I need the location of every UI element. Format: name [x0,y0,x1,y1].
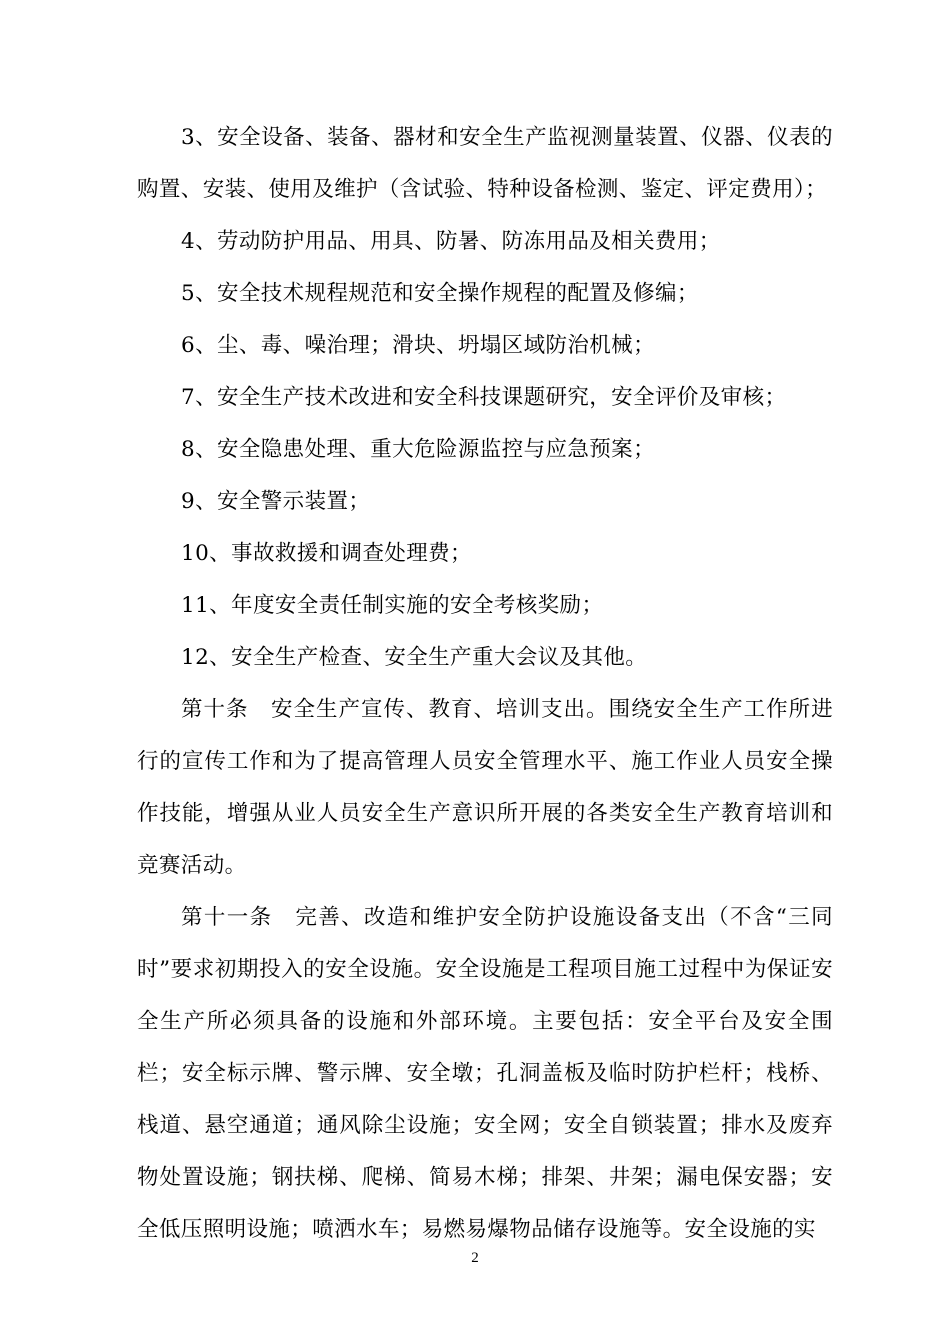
body-text [137,112,833,1256]
list-item-3: 3、安全设备、装备、器材和安全生产监视测量装置、仪器、仪表的购置、安装、使用及维护（含试验、特种设备检测、鉴定、评定费用）； [137,125,833,202]
article-11: 第十一条 完善、改造和维护安全防护设施设备支出（不含“三同时”要求初期投入的安全设施。安全设施是工程项目施工过程中为保证安全生产所必须具备的设施和外部环境。主要包括：安全平台及安全围栏；安全标示牌、警示牌、安全墩；孔洞盖板及临时防护栏杆；栈桥、栈道、悬空通道；通风除尘设施；安全网；安全自锁装置；排水及废弃物处置设施；钢扶梯、爬梯、简易木梯；排架、井架；漏电保安器；安全低压照明设施；喷洒水车；易燃易爆物品储存设施等。安全设施的实 [137,905,833,1242]
list-item-11: 11、年度安全责任制实施的安全考核奖励； [181,593,604,618]
list-item-9: 9、安全警示装置； [181,489,371,514]
list-item-6: 6、尘、毒、噪治理；滑块、坍塌区域防治机械； [181,333,655,358]
list-item-12: 12、安全生产检查、安全生产重大会议及其他。 [181,645,648,670]
list-item-10: 10、事故救援和调查处理费； [181,541,472,566]
page-number: 2 [471,1250,479,1266]
list-item-4: 4、劳动防护用品、用具、防暑、防冻用品及相关费用； [181,229,721,254]
list-item-7: 7、安全生产技术改进和安全科技课题研究，安全评价及审核； [181,385,787,410]
article-10: 第十条 安全生产宣传、教育、培训支出。围绕安全生产工作所进行的宣传工作和为了提高管理人员安全管理水平、施工作业人员安全操作技能，增强从业人员安全生产意识所开展的各类安全生产教育培训和竞赛活动。 [137,697,833,878]
list-item-5: 5、安全技术规程规范和安全操作规程的配置及修编； [181,281,699,306]
list-item-8: 8、安全隐患处理、重大危险源监控与应急预案； [181,437,655,462]
